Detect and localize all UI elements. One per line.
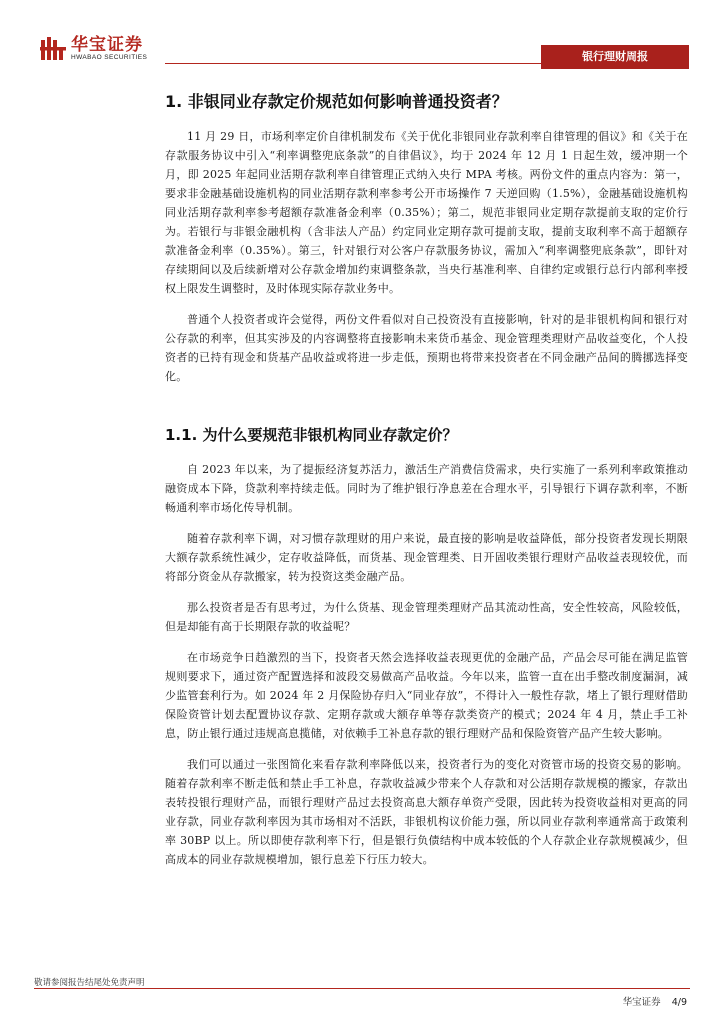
section-heading-1: 1. 非银同业存款定价规范如何影响普通投资者？	[165, 92, 508, 111]
company-logo	[40, 36, 147, 62]
page-number: 4/9	[671, 997, 687, 1008]
paragraph: 自 2023 年以来，为了提振经济复苏活力，激活生产消费信贷需求，央行实施了一系列利率政策推动融资成本下降，贷款利率持续走低。同时为了维护银行净息差在合理水平，引导银行下调存款利率，不断畅通利率市场化传导机制。	[165, 463, 688, 514]
page-footer	[615, 994, 687, 1008]
section-1-body	[165, 127, 688, 398]
paragraph: 那么投资者是否有思考过，为什么货基、现金管理类理财产品其流动性高，安全性较高，风险较低，但是却能有高于长期限存款的收益呢？	[165, 601, 688, 633]
section-1-1-body	[165, 460, 688, 881]
logo-chinese-name: 华宝证券	[71, 35, 143, 55]
footer-divider	[34, 988, 690, 989]
section-heading-1-1: 1.1. 为什么要规范非银机构同业存款定价？	[165, 426, 458, 444]
report-category-tag: 银行理财周报	[541, 45, 689, 69]
page-header	[0, 0, 724, 72]
footer-company: 华宝证券	[622, 997, 661, 1008]
header-divider	[165, 63, 542, 64]
logo-english-name: HWABAO SECURITIES	[71, 54, 148, 61]
paragraph: 随着存款利率下调，对习惯存款理财的用户来说，最直接的影响是收益降低，部分投资者发现长期限大额存款系统性减少，定存收益降低，而货基、现金管理类、日开固收类银行理财产品收益表现较优，而将部分资金从存款搬家，转为投资这类金融产品。	[165, 532, 688, 583]
paragraph: 普通个人投资者或许会觉得，两份文件看似对自己投资没有直接影响，针对的是非银机构间和银行对公存款的利率，但其实涉及的内容调整将直接影响未来货币基金、现金管理类理财产品收益变化，个人投资者的已持有现金和货基产品收益或将进一步走低，预期也将带来投资者在不同金融产品间的腾挪选择变化。	[165, 313, 688, 383]
paragraph: 在市场竞争日趋激烈的当下，投资者天然会选择收益表现更优的金融产品，产品会尽可能在满足监管规则要求下，通过资产配置选择和波段交易做高产品收益。今年以来，监管一直在出手整改制度漏洞，减少监管套利行为。如 2024 年 2 月保险协存归入“同业存放”，不得计入一般性存款，堵上了银行理财借助保险资管计划去配置协议存款、定期存款或大额存单等存款类资产的模式；2024 年 4 月，禁止手工补息，防止银行通过违规高息揽储，对依赖手工补息存款的银行理财产品和保险资管产品产生较大影响。	[165, 651, 688, 740]
paragraph: 11 月 29 日，市场利率定价自律机制发布《关于优化非银同业存款利率自律管理的倡议》和《关于在存款服务协议中引入“利率调整兜底条款”的自律倡议》，均于 2024 年 12 月 1 日起生效，缓冲期一个月，即 2025 年起同业活期存款利率自律管理正式纳入央行 MPA 考核。两份文件的重点内容为：第一，要求非金融基础设施机构的同业活期存款利率参考公开市场操作 7 天逆回购（1.5%），金融基础设施机构同业活期存款利率参考超额存款准备金利率（0.35%）；第二，规范非银同业定期存款提前支取的定价行为。若银行与非银金融机构（含非法人产品）约定同业定期存款可提前支取，提前支取利率不高于超额存款准备金利率（0.35%）。第三，针对银行对公客户存款服务协议，需加入“利率调整兜底条款”，即针对存续期间以及后续新增对公存款金增加约束调整条款，当央行基准利率、自律约定或银行总行内部利率授权上限发生调整时，及时体现实际存款业务中。	[165, 130, 688, 295]
disclaimer-note: 敬请参阅报告结尾处免责声明	[34, 978, 145, 988]
huabao-logo-icon	[40, 36, 66, 62]
paragraph: 我们可以通过一张图简化来看存款利率降低以来，投资者行为的变化对资管市场的投资交易的影响。随着存款利率不断走低和禁止手工补息，存款收益减少带来个人存款和对公活期存款规模的搬家，存款出表转投银行理财产品，而银行理财产品过去投资高息大额存单资产受限，因此转为投资收益相对更高的同业存款，同业存款利率因为其市场相对不活跃，非银机构议价能力强，所以同业存款利率通常高于政策利率 30BP 以上。所以即使存款利率下行，但是银行负债结构中成本较低的个人存款企业存款规模减少，但高成本的同业存款规模增加，银行息差下行压力较大。	[165, 758, 688, 866]
